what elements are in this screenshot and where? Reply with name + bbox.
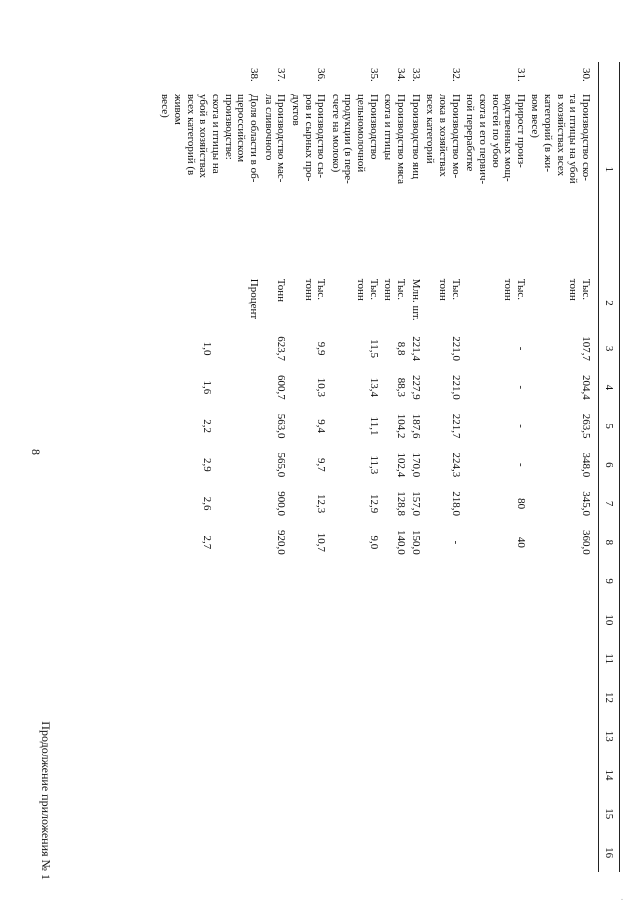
value-cell-col-13 [423, 717, 463, 756]
value-cell-col-6: 224,3 [449, 452, 462, 478]
table-row [328, 62, 381, 872]
value-cell-col-3: 11,5 [367, 339, 380, 358]
value-cell-col-16 [408, 833, 423, 872]
value-cell-col-13 [463, 717, 528, 756]
value-cell-col-13 [158, 717, 261, 756]
value-cell-col-9 [423, 562, 463, 601]
value-cell-col-16 [261, 833, 288, 872]
unit-cell [288, 277, 328, 329]
table-row [158, 62, 261, 872]
value-cell-col-10 [423, 601, 463, 640]
unit-line: тонн [502, 278, 515, 301]
value-cell-col-15 [328, 794, 381, 833]
value-cell-col-15 [261, 794, 288, 833]
value-cell-col-5: 9,4 [315, 419, 328, 433]
column-header-5: 5 [599, 407, 620, 446]
indicator-name-line: в хозяйствах всех [554, 94, 567, 177]
table-row [288, 62, 328, 872]
value-cell-col-10 [463, 601, 528, 640]
column-header-11: 11 [599, 639, 620, 678]
value-cell-col-14 [328, 756, 381, 795]
column-header-12: 12 [599, 678, 620, 717]
value-cell-col-10 [158, 601, 261, 640]
value-cell-col-7: 12,9 [367, 494, 380, 514]
value-cell-col-16 [328, 833, 381, 872]
row-number: 38. [247, 68, 260, 82]
value-cell-col-12 [381, 678, 408, 717]
unit-line: Тыс. [514, 278, 527, 300]
column-header-1: 1 [599, 62, 620, 277]
table-row [261, 62, 288, 872]
value-cell-col-10 [261, 601, 288, 640]
value-cell-col-8: 150,0 [409, 530, 422, 555]
value-cell-col-14 [381, 756, 408, 795]
value-cell-col-14 [463, 756, 528, 795]
value-cell-col-12 [423, 678, 463, 717]
value-cell-col-12 [261, 678, 288, 717]
value-cell-col-8: - [449, 540, 462, 545]
indicator-name-line: вом весе) [529, 94, 542, 138]
indicator-name-line: всех категорий (в [184, 94, 197, 176]
indicator-cell [261, 62, 288, 277]
value-cell-col-13 [261, 717, 288, 756]
value-cell-col-11 [381, 639, 408, 678]
indicator-name-line: живом [172, 94, 185, 125]
value-cell-col-11 [423, 639, 463, 678]
column-header-15: 15 [599, 794, 620, 833]
value-cell-col-15 [463, 794, 528, 833]
value-cell-col-14 [423, 756, 463, 795]
value-cell-col-14 [528, 756, 599, 795]
value-cell-col-7: 12,3 [315, 494, 328, 514]
indicator-name-line: Доля области в об- [247, 94, 260, 183]
unit-cell [423, 277, 463, 329]
value-cell-col-16 [158, 833, 261, 872]
value-cell-col-10 [528, 601, 599, 640]
indicator-cell [408, 62, 423, 277]
table-row [381, 62, 408, 872]
value-cell-col-11 [288, 639, 328, 678]
column-header-4: 4 [599, 368, 620, 407]
indicator-name-line: лока в хозяйствах [436, 94, 449, 177]
indicator-name [464, 94, 527, 224]
unit-line: тонн [382, 278, 395, 301]
value-cell-col-8: 920,0 [275, 530, 288, 555]
value-cell-col-10 [328, 601, 381, 640]
value-cell-col-12 [463, 678, 528, 717]
value-cell-col-6: 102,4 [395, 452, 408, 478]
value-cell-col-7: 900,0 [275, 491, 288, 516]
data-table [158, 62, 620, 872]
appendix-caption: Продолжение приложения № 1 [39, 721, 53, 880]
unit-cell [261, 277, 288, 329]
unit-line: Млн. шт. [409, 278, 422, 321]
value-cell-col-16 [423, 833, 463, 872]
value-cell-col-7: 157,0 [409, 491, 422, 516]
value-cell-col-8: 9,0 [367, 535, 380, 550]
value-cell-col-12 [328, 678, 381, 717]
table-row [408, 62, 423, 872]
indicator-name-line: дуктов [289, 94, 302, 126]
value-cell-col-5: 263,5 [580, 413, 592, 439]
indicator-name-line: щероссийском [235, 94, 248, 163]
indicator-name [529, 94, 592, 224]
row-number: 32. [449, 68, 462, 82]
indicator-name-line: Производство [367, 94, 380, 160]
indicator-name-line: ла сливочного [262, 94, 275, 161]
unit-line: Тыс. [580, 278, 592, 300]
indicator-name-line: Производство сы- [315, 94, 328, 179]
indicator-name [382, 94, 407, 224]
unit-cell [381, 277, 408, 329]
value-cell-col-6: 11,3 [367, 455, 380, 475]
value-cell-col-4: 221,0 [449, 374, 462, 400]
value-cell-col-7: 128,8 [395, 491, 408, 516]
indicator-name-line: водственных мощ- [502, 94, 515, 182]
value-cell-col-8: 140,0 [395, 530, 408, 555]
indicator-name-line: всех категорий [424, 94, 437, 164]
value-cell-col-4: 227,9 [409, 374, 422, 400]
indicator-cell [288, 62, 328, 277]
indicator-name-line: Производство мо- [449, 94, 462, 179]
value-cell-col-9 [381, 562, 408, 601]
indicator-name-line: Производство ско- [580, 94, 592, 181]
indicator-name [159, 94, 260, 224]
indicator-name [409, 94, 422, 224]
column-header-2: 2 [599, 277, 620, 329]
column-header-10: 10 [599, 601, 620, 640]
value-cell-col-15 [423, 794, 463, 833]
indicator-cell [528, 62, 599, 277]
table-row [528, 62, 599, 872]
value-cell-col-4: 600,7 [275, 374, 288, 400]
unit-line: Тонн [275, 278, 288, 302]
value-cell-col-7: 345,0 [580, 491, 592, 516]
value-cell-col-9 [408, 562, 423, 601]
indicator-cell [463, 62, 528, 277]
value-cell-col-15 [158, 794, 261, 833]
value-cell-col-15 [288, 794, 328, 833]
column-header-7: 7 [599, 484, 620, 523]
value-cell-col-9 [261, 562, 288, 601]
value-cell-col-10 [381, 601, 408, 640]
value-cell-col-5: 187,6 [409, 413, 422, 439]
value-cell-col-6: 565,0 [275, 452, 288, 478]
value-cell-col-9 [158, 562, 261, 601]
value-cell-col-6: 348,0 [580, 452, 592, 478]
indicator-name-line: ностей по убою [489, 94, 502, 168]
indicator-cell [423, 62, 463, 277]
indicator-name [289, 94, 327, 224]
indicator-name-line: счете на молоко) [329, 94, 342, 173]
table-body [158, 62, 599, 872]
value-cell-col-11 [463, 639, 528, 678]
unit-line: Тыс. [395, 278, 408, 300]
value-cell-col-16 [463, 833, 528, 872]
value-cell-col-11 [408, 639, 423, 678]
value-cell-col-8: 2,7 [200, 535, 213, 550]
column-header-9: 9 [599, 562, 620, 601]
indicator-name-line: ров и сырных про- [302, 94, 315, 182]
row-number: 31. [514, 68, 527, 82]
value-cell-col-16 [381, 833, 408, 872]
value-cell-col-13 [288, 717, 328, 756]
value-cell-col-7: 218,0 [449, 491, 462, 516]
value-cell-col-5: 563,0 [275, 413, 288, 439]
value-cell-col-5: 221,7 [449, 413, 462, 439]
value-cell-col-12 [158, 678, 261, 717]
value-cell-col-14 [288, 756, 328, 795]
value-cell-col-15 [381, 794, 408, 833]
value-cell-col-16 [288, 833, 328, 872]
column-header-14: 14 [599, 756, 620, 795]
value-cell-col-13 [328, 717, 381, 756]
column-header-3: 3 [599, 329, 620, 368]
indicator-name-line: Прирост произ- [514, 94, 527, 168]
value-cell-col-12 [528, 678, 599, 717]
value-cell-col-13 [408, 717, 423, 756]
table-header [599, 62, 620, 872]
value-cell-col-3: - [514, 346, 527, 351]
value-cell-col-5: 104,2 [395, 413, 408, 439]
value-cell-col-13 [381, 717, 408, 756]
value-cell-col-11 [158, 639, 261, 678]
indicator-name [329, 94, 380, 224]
unit-cell [328, 277, 381, 329]
unit-cell [408, 277, 423, 329]
value-cell-col-7: 80 [514, 498, 527, 510]
corner-mark: · [617, 898, 626, 901]
value-cell-col-6: 2,9 [200, 457, 213, 472]
value-cell-col-15 [408, 794, 423, 833]
column-header-16: 16 [599, 833, 620, 872]
unit-line: Тыс. [367, 278, 380, 300]
unit-cell [528, 277, 599, 329]
row-number: 36. [315, 68, 328, 82]
row-number: 37. [275, 68, 288, 82]
value-cell-col-6: - [514, 463, 527, 467]
unit-line: тонн [436, 278, 449, 301]
value-cell-col-3: 9,9 [315, 341, 328, 356]
value-cell-col-3: 1,0 [200, 341, 213, 356]
indicator-name [262, 94, 287, 224]
value-cell-col-15 [528, 794, 599, 833]
value-cell-col-4: 13,4 [367, 377, 380, 397]
unit-line: Процент [247, 278, 260, 320]
indicator-name [424, 94, 462, 224]
value-cell-col-9 [328, 562, 381, 601]
value-cell-col-9 [463, 562, 528, 601]
column-header-8: 8 [599, 523, 620, 562]
value-cell-col-7: 2,6 [200, 496, 213, 511]
value-cell-col-4: 88,3 [395, 377, 408, 397]
indicator-name-line: весе) [159, 94, 172, 118]
value-cell-col-16 [528, 833, 599, 872]
value-cell-col-5: 11,1 [367, 416, 380, 436]
value-cell-col-11 [261, 639, 288, 678]
unit-cell [463, 277, 528, 329]
value-cell-col-13 [528, 717, 599, 756]
value-cell-col-12 [288, 678, 328, 717]
row-number: 33. [409, 68, 422, 82]
value-cell-col-14 [408, 756, 423, 795]
unit-line: тонн [355, 278, 368, 301]
indicator-name-line: производстве: [222, 94, 235, 160]
value-cell-col-10 [408, 601, 423, 640]
indicator-name-line: Производство яиц [409, 94, 422, 179]
value-cell-col-4: 204,4 [580, 374, 592, 400]
column-header-6: 6 [599, 445, 620, 484]
indicator-name-line: ной переработке [464, 94, 477, 172]
table-row [463, 62, 528, 872]
indicator-cell [328, 62, 381, 277]
value-cell-col-6: 170,0 [409, 452, 422, 478]
value-cell-col-3: 8,8 [395, 341, 408, 356]
value-cell-col-5: - [514, 424, 527, 428]
value-cell-col-10 [288, 601, 328, 640]
row-number: 35. [367, 68, 380, 82]
indicator-name-line: категорий (в жи- [542, 94, 555, 172]
value-cell-col-5: 2,2 [200, 419, 213, 433]
unit-cell [158, 277, 261, 329]
page-number: 8 [29, 449, 43, 455]
column-header-13: 13 [599, 717, 620, 756]
indicator-name-line: Производство мас- [275, 94, 288, 183]
table-row [423, 62, 463, 872]
value-cell-col-8: 10,7 [315, 532, 328, 553]
indicator-name-line: та и птицы на убой [567, 94, 580, 184]
indicator-name-line: продукции (в пере- [342, 94, 355, 184]
value-cell-col-4: - [514, 385, 527, 390]
value-cell-col-6: 9,7 [315, 457, 328, 472]
unit-line: тонн [567, 278, 580, 301]
value-cell-col-3: 221,4 [409, 336, 422, 361]
value-cell-col-4: 10,3 [315, 377, 328, 397]
unit-line: Тыс. [315, 278, 328, 300]
indicator-name-line: цельномолочной [355, 94, 368, 173]
value-cell-col-3: 221,0 [449, 336, 462, 361]
value-cell-col-11 [528, 639, 599, 678]
indicator-name-line: скота и птицы на [210, 94, 223, 174]
value-cell-col-3: 623,7 [275, 336, 288, 361]
indicator-name-line: скота и его первич- [476, 94, 489, 185]
value-cell-col-14 [261, 756, 288, 795]
value-cell-col-4: 1,6 [200, 380, 213, 395]
value-cell-col-9 [528, 562, 599, 601]
indicator-cell [158, 62, 261, 277]
value-cell-col-14 [158, 756, 261, 795]
value-cell-col-12 [408, 678, 423, 717]
indicator-name-line: Производство мяса [395, 94, 408, 185]
value-cell-col-8: 360,0 [580, 530, 592, 555]
unit-line: тонн [302, 278, 315, 301]
indicator-name-line: скота и птицы [382, 94, 395, 161]
value-cell-col-11 [328, 639, 381, 678]
value-cell-col-3: 107,7 [580, 336, 592, 361]
value-cell-col-8: 40 [514, 536, 527, 548]
row-number: 34. [395, 68, 408, 82]
indicator-cell [381, 62, 408, 277]
unit-line: Тыс. [449, 278, 462, 300]
row-number: 30. [580, 68, 592, 82]
value-cell-col-9 [288, 562, 328, 601]
indicator-name-line: убой в хозяйствах [197, 94, 210, 179]
